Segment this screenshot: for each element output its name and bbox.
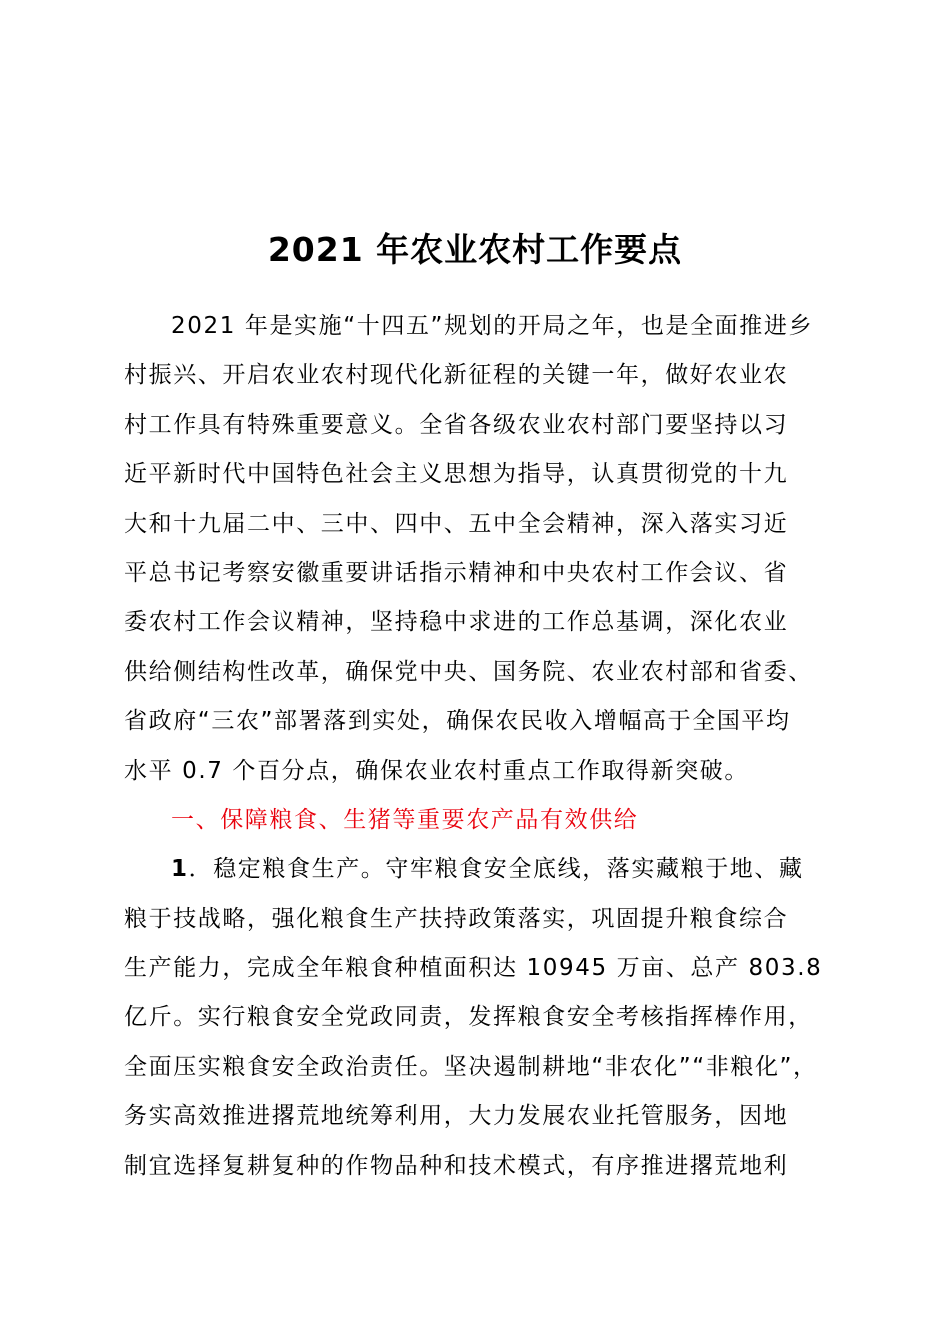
intro-line-3: 村工作具有特殊重要意义。全省各级农业农村部门要坚持以习 [124, 411, 789, 438]
item-first-line [124, 845, 854, 894]
item-line-6: 务实高效推进撂荒地统筹利用，大力发展农业托管服务，因地 [124, 1103, 789, 1130]
item-line-4: 亿斤。实行粮食安全党政同责，发挥粮食安全考核指挥棒作用， [124, 1004, 813, 1031]
intro-line-8: 供给侧结构性改革，确保党中央、国务院、农业农村部和省委、 [124, 658, 813, 685]
intro-line-1: 2021 年是实施“十四五”规划的开局之年，也是全面推进乡 [171, 313, 814, 339]
intro-line-7: 委农村工作会议精神，坚持稳中求进的工作总基调，深化农业 [124, 609, 789, 636]
document-body [124, 302, 854, 1191]
intro-line-4: 近平新时代中国特色社会主义思想为指导，认真贯彻党的十九 [124, 461, 789, 488]
intro-line-10: 水平 0.7 个百分点，确保农业农村重点工作取得新突破。 [124, 757, 749, 784]
item-line-3: 生产能力，完成全年粮食种植面积达 10945 万亩、总产 803.8 [124, 955, 823, 982]
intro-line-9: 省政府“三农”部署落到实处，确保农民收入增幅高于全国平均 [124, 708, 791, 735]
document-title: 2021 年农业农村工作要点 [267, 230, 683, 269]
item-number: 1 [171, 856, 189, 883]
item-first-line-text: ．稳定粮食生产。守牢粮食安全底线，落实藏粮于地、藏 [188, 856, 804, 883]
intro-line-5: 大和十九届二中、三中、四中、五中全会精神，深入落实习近 [124, 510, 789, 537]
item-line-5: 全面压实粮食安全政治责任。坚决遏制耕地“非农化”“非粮化”， [124, 1053, 818, 1080]
intro-line-2: 村振兴、开启农业农村现代化新征程的关键一年，做好农业农 [124, 362, 789, 389]
item-line-7: 制宜选择复耕复种的作物品种和技术模式，有序推进撂荒地利 [124, 1152, 789, 1179]
item-line-2: 粮于技战略，强化粮食生产扶持政策落实，巩固提升粮食综合 [124, 905, 789, 932]
section-heading: 一、保障粮食、生猪等重要农产品有效供给 [171, 806, 639, 833]
intro-line-6: 平总书记考察安徽重要讲话指示精神和中央农村工作会议、省 [124, 559, 789, 586]
